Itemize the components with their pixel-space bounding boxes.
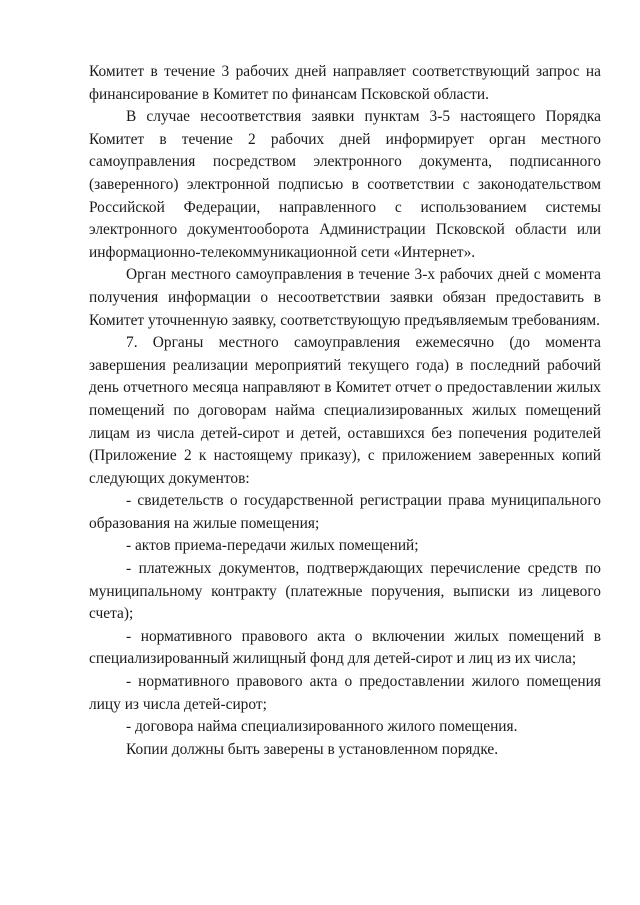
paragraph-nonconformity-notice: В случае несоответствия заявки пунктам 3-5 настоящего Порядка Комитет в течение 2 рабочих дней информирует орган местного самоуправления посредством электронного документа, подписанного (заверенного) электронной подписью в соответствии с законодательством Российской Федерации, направленного с использованием системы электронного документооборота Администрации Псковской области или информационно-телекоммуникационной сети «Интернет». <box>89 108 601 261</box>
list-item-housing-fund-act: - нормативного правового акта о включении жилых помещений в специализированный жилищный фонд для детей-сирот и лиц из их числа; <box>89 627 601 668</box>
list-item-housing-provision-act: - нормативного правового акта о предоставлении жилого помещения лицу из числа детей-сирот; <box>89 673 601 713</box>
paragraph-copies-certification: Копии должны быть заверены в установленном порядке. <box>126 740 499 758</box>
list-item-transfer-acts: - актов приема-передачи жилых помещений; <box>126 537 419 555</box>
list-item-registration-certificates: - свидетельств о государственной регистрации права муниципального образования на жилые помещения; <box>89 492 601 532</box>
list-item-rental-contract: - договора найма специализированного жилого помещения. <box>126 718 518 736</box>
paragraph-corrected-application: Орган местного самоуправления в течение 3-х рабочих дней с момента получения информации о несоответствии заявки обязан предоставить в Комитет уточненную заявку, соответствующую предъявляемым требованиям. <box>89 266 601 329</box>
list-item-payment-documents: - платежных документов, подтверждающих перечисление средств по муниципальному контракту (платежные поручения, выписки из лицевого счета); <box>89 560 601 623</box>
paragraph-funding-request: Комитет в течение 3 рабочих дней направляет соответствующий запрос на финансирование в Комитет по финансам Псковской области. <box>89 63 601 103</box>
document-body <box>89 61 601 761</box>
paragraph-item-7-monthly-report: 7. Органы местного самоуправления ежемесячно (до момента завершения реализации мероприятий текущего года) в последний рабочий день отчетного месяца направляют в Комитет отчет о предоставлении жилых помещений по договорам найма специализированных жилых помещений лицам из числа детей-сирот и детей, оставшихся без попечения родителей (Приложение 2 к настоящему приказу), с приложением заверенных копий следующих документов: <box>89 334 601 487</box>
